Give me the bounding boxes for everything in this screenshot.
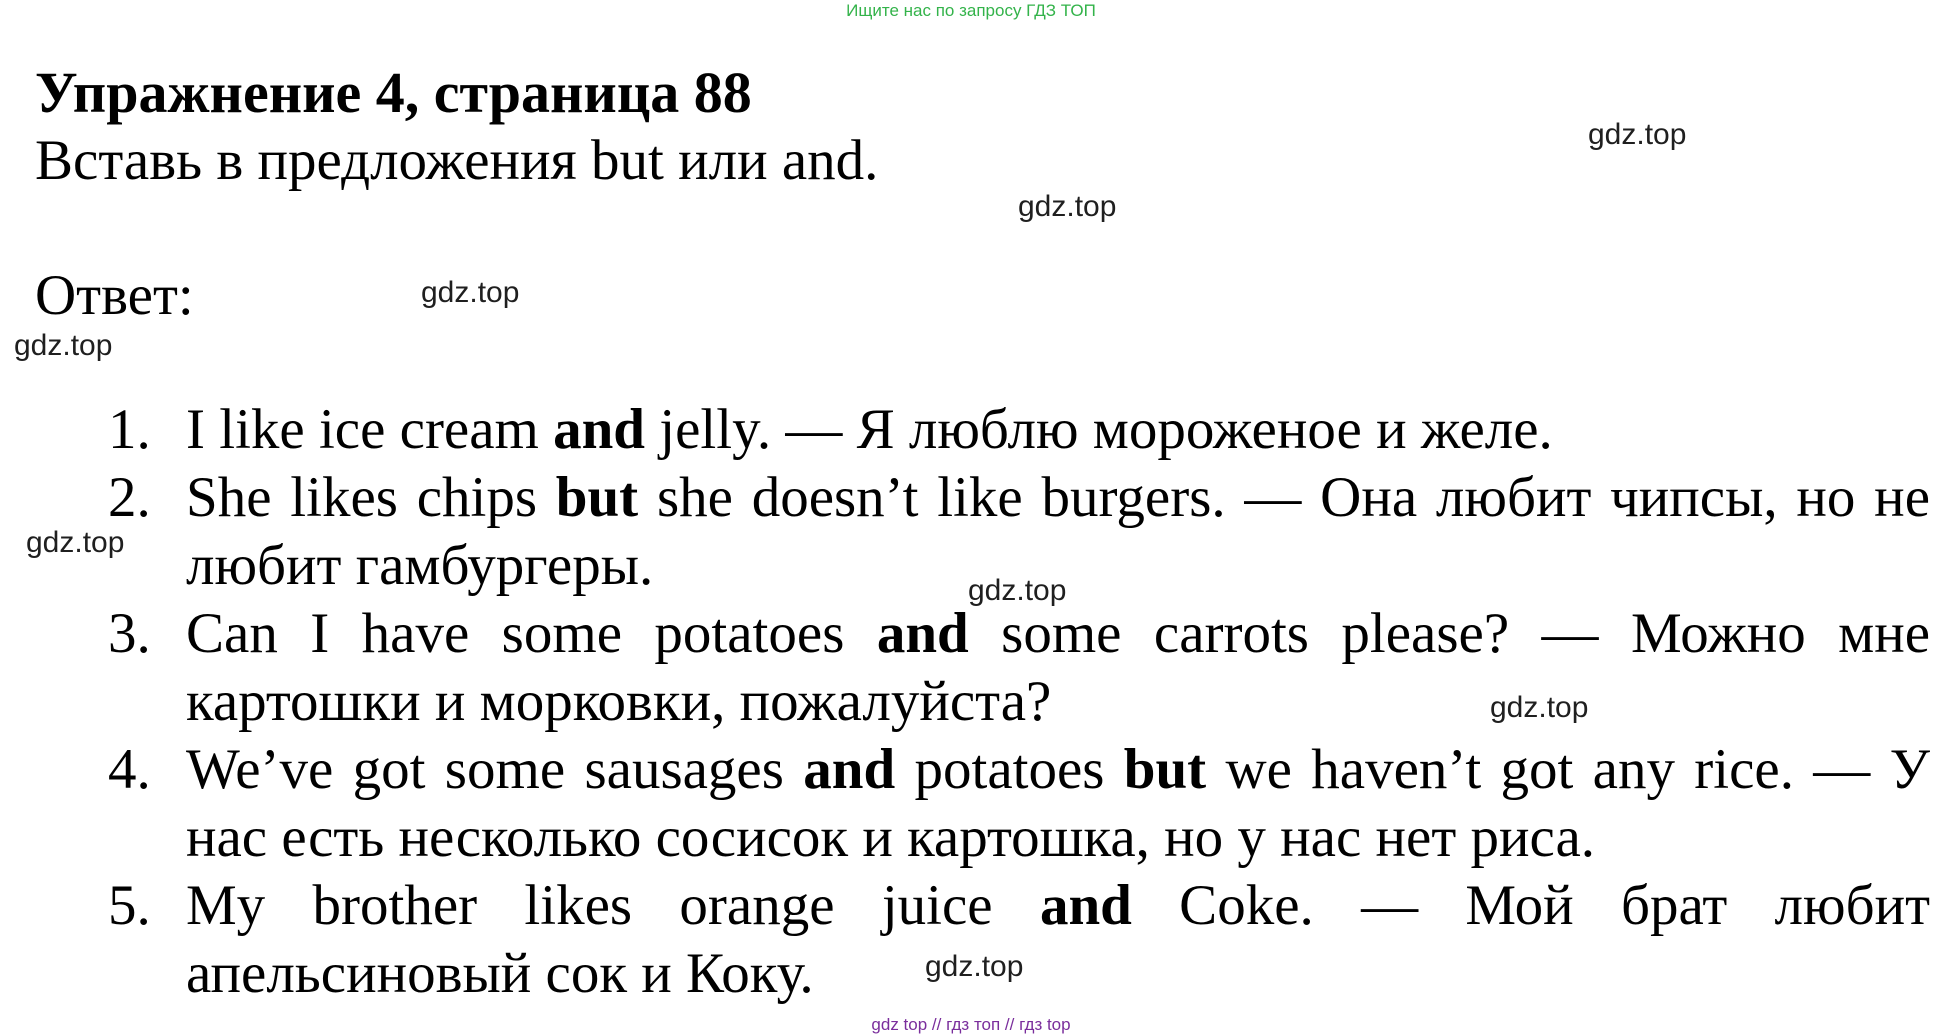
answer-conjunction: and (553, 398, 646, 461)
answer-text: jelly. — Я люблю мороженое и желе. (645, 398, 1553, 461)
answer-text: My brother likes orange juice (186, 874, 1040, 937)
answer-conjunction: and (1039, 874, 1132, 937)
watermark: gdz.top (1018, 190, 1117, 223)
answer-text: I like ice cream (186, 398, 554, 461)
answer-item-3 (0, 600, 1942, 736)
answer-text: Coke. — Мой брат любит апельсиновый сок и Коку. (186, 874, 1930, 1005)
top-banner: Ищите нас по запросу ГДЗ ТОП (846, 1, 1096, 20)
answer-conjunction: but (1123, 738, 1207, 801)
exercise-instruction: Вставь в предложения but или and. (35, 129, 879, 192)
answer-number: 3. (108, 602, 151, 665)
answer-label: Ответ: (35, 264, 194, 327)
answer-conjunction: and (803, 738, 896, 801)
answer-item-4 (0, 736, 1942, 872)
watermark: gdz.top (421, 276, 520, 309)
answer-text: potatoes (895, 738, 1124, 801)
answer-text: she doesn’t like burgers. — Она любит чипсы, но не любит гамбургеры. (186, 466, 1930, 597)
answer-text: Can I have some potatoes (186, 602, 877, 665)
answer-conjunction: but (555, 466, 639, 529)
answer-item-1 (0, 396, 1942, 464)
watermark: gdz.top (1588, 118, 1687, 151)
watermark: gdz.top (925, 950, 1024, 983)
answer-list (0, 396, 1942, 1008)
answer-text: We’ve got some sausages (186, 738, 804, 801)
exercise-title: Упражнение 4, страница 88 (35, 60, 752, 125)
answer-number: 4. (108, 738, 151, 801)
answer-conjunction: and (876, 602, 969, 665)
bottom-banner: gdz top // гдз топ // гдз top (871, 1015, 1071, 1034)
answer-text: we haven’t got any rice. — У нас есть несколько сосисок и картошка, но у нас нет риса. (186, 738, 1930, 869)
answer-number: 2. (108, 466, 151, 529)
watermark: gdz.top (1490, 691, 1589, 724)
watermark: gdz.top (14, 329, 113, 362)
answer-text: She likes chips (186, 466, 556, 529)
answer-number: 1. (108, 398, 151, 461)
answer-number: 5. (108, 874, 151, 937)
watermark: gdz.top (968, 574, 1067, 607)
answer-item-5 (0, 872, 1942, 1008)
answer-text: some carrots please? — Можно мне картошки и морковки, пожалуйста? (186, 602, 1931, 733)
watermark: gdz.top (26, 526, 125, 559)
